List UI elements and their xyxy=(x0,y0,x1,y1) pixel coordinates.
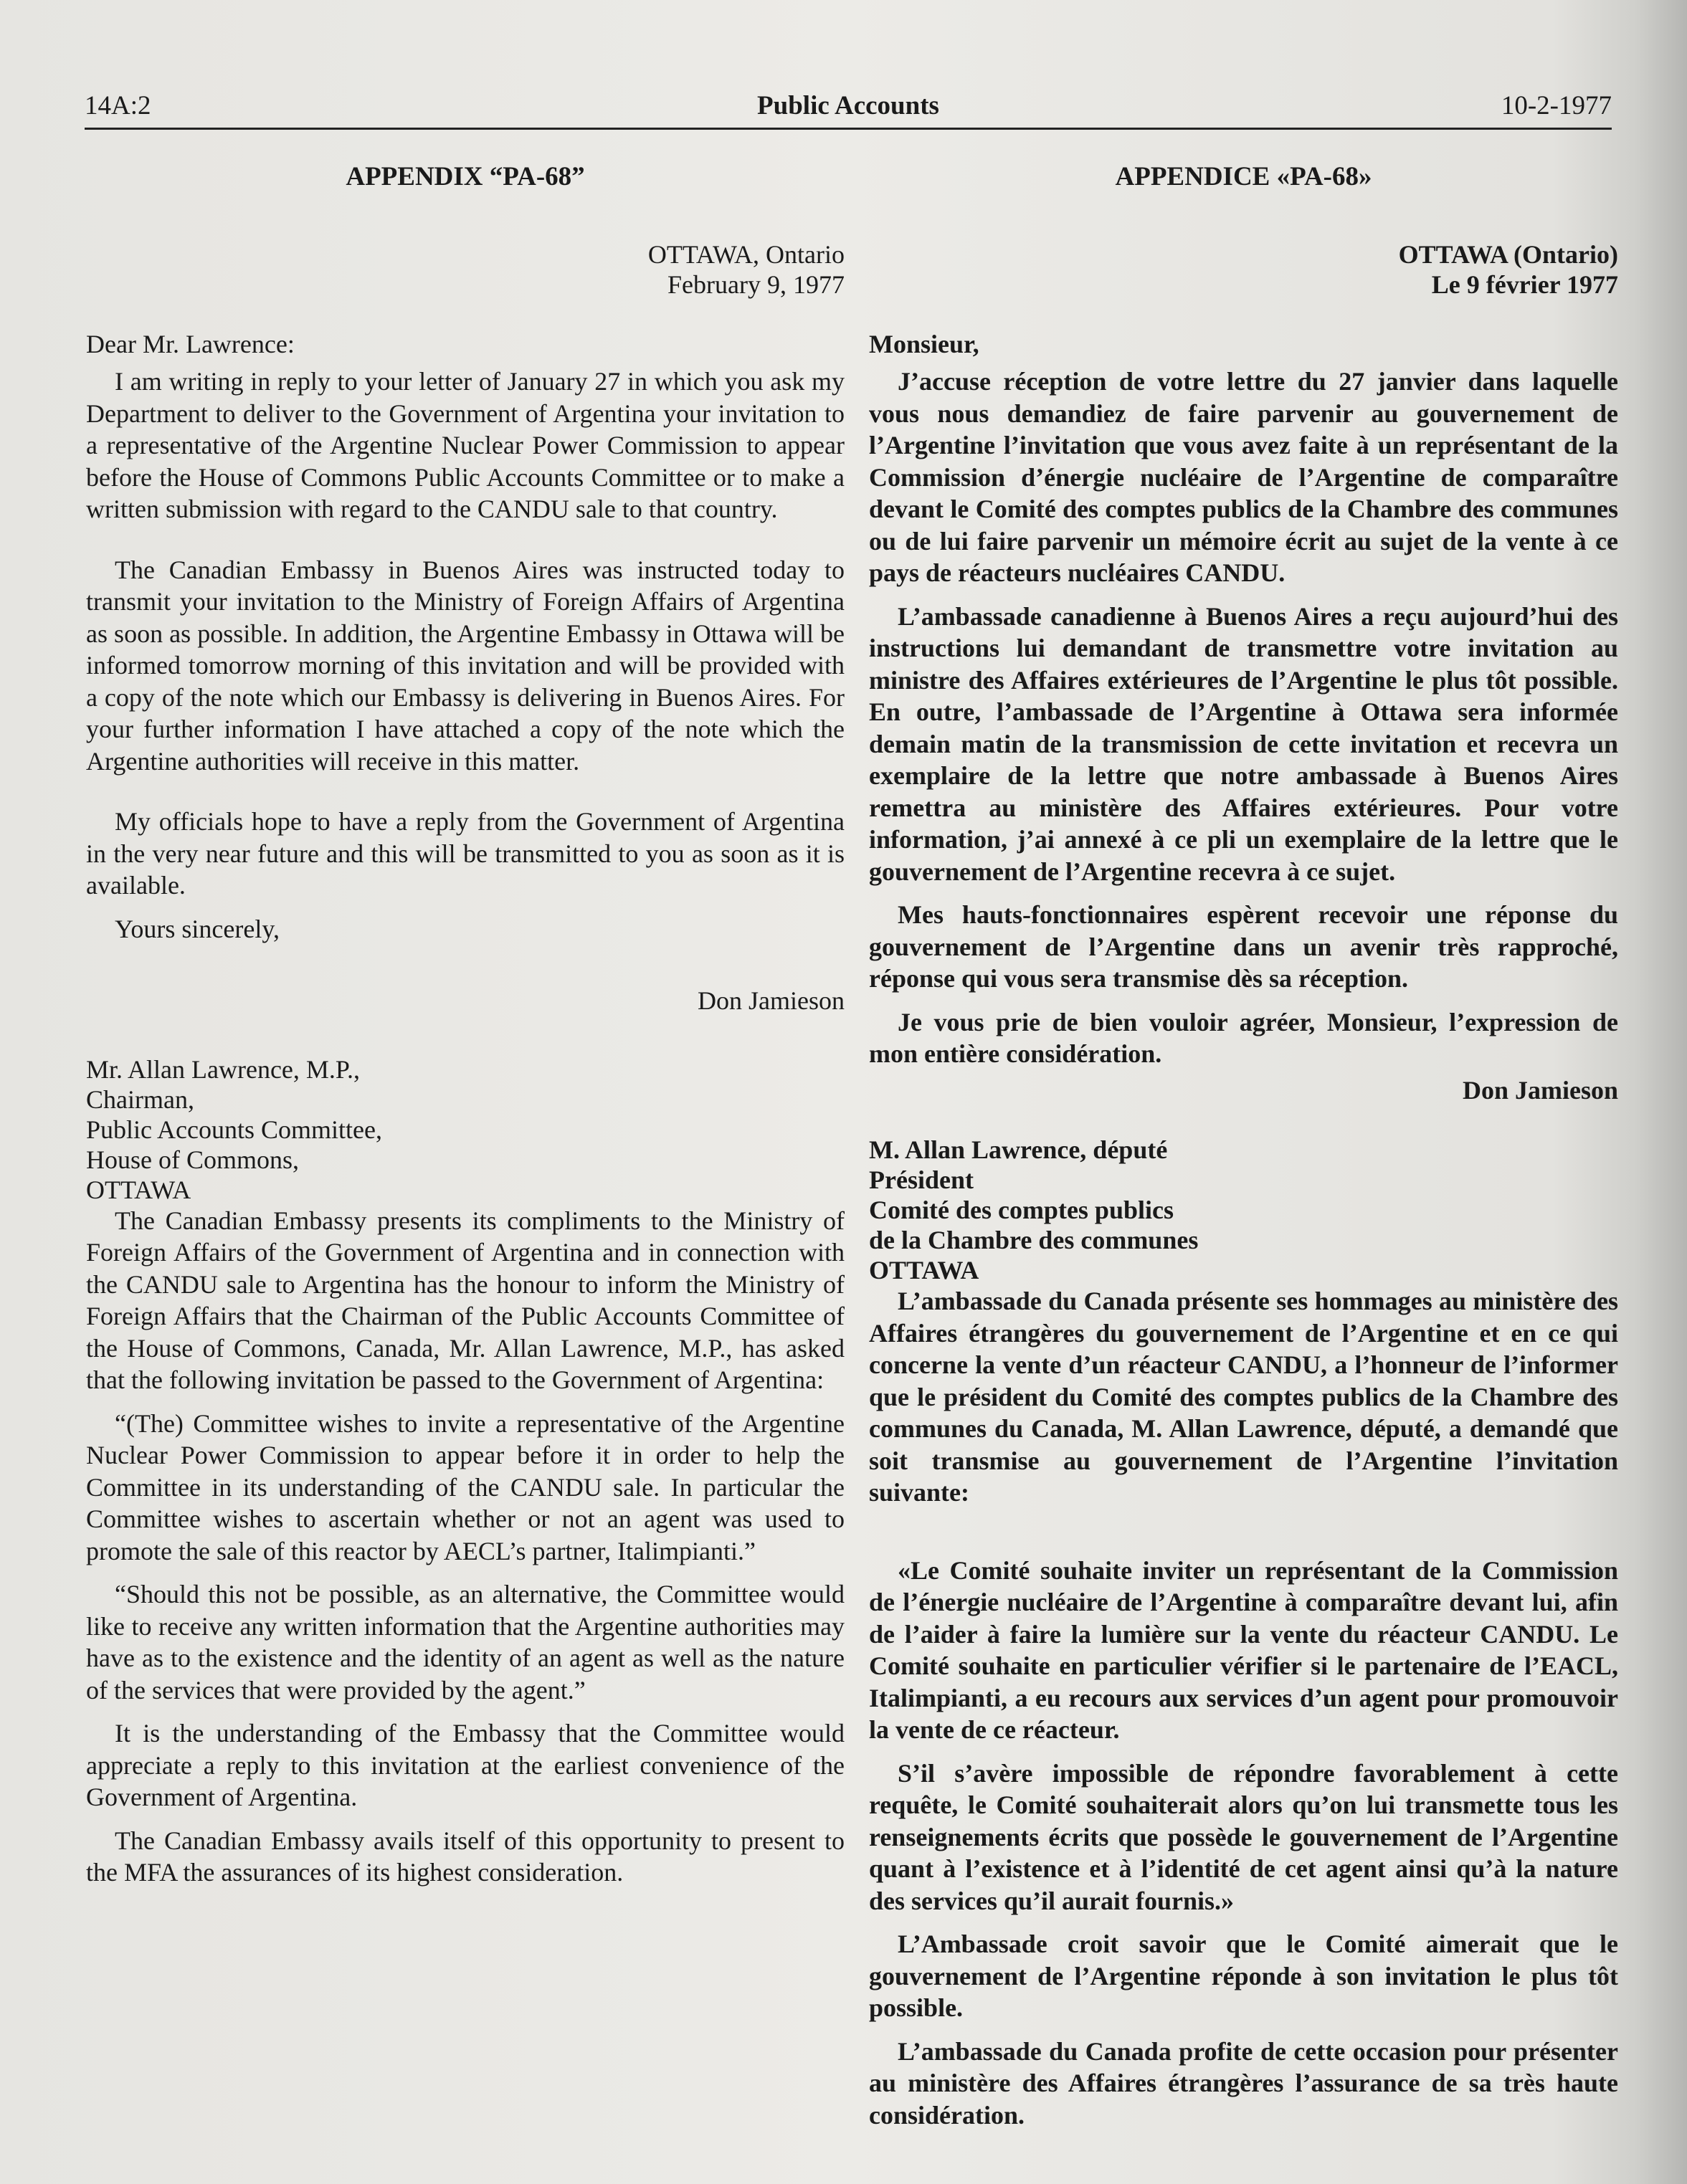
paragraph-fr-4: L’ambassade du Canada présente ses hommages au ministère des Affaires étrangères du gouvernement de l’Argentine et en ce qui concerne la vente d’un réacteur CANDU, a l’honneur de l’informer que le président du Comité des comptes publics de la Chambre des communes du Canada, M. Allan Lawrence, député, a demandé que soit transmise au gouvernement de l’Argentine l’invitation suivante: xyxy=(869,1287,1618,1507)
address-line-en-3: Public Accounts Committee, xyxy=(86,1115,382,1144)
salutation-fr: Monsieur, xyxy=(869,329,979,358)
paragraph-en-5: “(The) Committee wishes to invite a representative of the Argentine Nuclear Power Commission to appear before it in order to help the Committee in its understanding of the CANDU sale. In particular the Committee wishes to ascertain whether or not an agent was used to promote the sale of this reactor by AECL’s partner, Italimpianti.” xyxy=(86,1408,845,1565)
english-column xyxy=(86,161,845,1889)
address-line-fr-5: OTTAWA xyxy=(869,1256,979,1284)
paragraph-en-7: It is the understanding of the Embassy that the Committee would appreciate a reply to this invitation at the earliest convenience of the Government of Argentina. xyxy=(86,1719,845,1811)
letter-place-en: OTTAWA, Ontario xyxy=(647,239,845,269)
appendix-title-en: APPENDIX “PA-68” xyxy=(346,162,585,191)
address-line-fr-3: Comité des comptes publics xyxy=(869,1196,1174,1224)
address-line-fr-4: de la Chambre des communes xyxy=(869,1226,1199,1254)
paragraph-en-6: “Should this not be possible, as an alternative, the Committee would like to receive any written information that the Argentine authorities may have as to the existence and the identity of an agent as well as the nature of the services that were provided by the agent.” xyxy=(86,1580,845,1704)
signature-en: Don Jamieson xyxy=(698,986,845,1015)
address-line-en-4: House of Commons, xyxy=(86,1145,299,1174)
address-line-en-1: Mr. Allan Lawrence, M.P., xyxy=(86,1054,360,1084)
paragraph-fr-3: Mes hauts-fonctionnaires espèrent recevoir une réponse du gouvernement de l’Argentine dans un avenir très rapproché, réponse qui vous sera transmise dès sa réception. xyxy=(869,900,1618,993)
french-column xyxy=(869,161,1618,2131)
paragraph-fr-7: L’Ambassade croit savoir que le Comité aimerait que le gouvernement de l’Argentine réponde à son invitation le plus tôt possible. xyxy=(869,1930,1618,2022)
letter-date-en: February 9, 1977 xyxy=(667,270,845,299)
closing-en: Yours sincerely, xyxy=(115,914,280,943)
address-line-en-2: Chairman, xyxy=(86,1084,194,1114)
signature-fr: Don Jamieson xyxy=(1462,1075,1618,1105)
paragraph-fr-6: S’il s’avère impossible de répondre favorablement à cette requête, le Comité souhaiterait alors qu’on lui transmette tous les renseignements écrits que possède le gouvernement de l’Argentine quant à l’existence et à l’identité de cet agent ainsi qu’à la nature des services qu’il aurait fournis.» xyxy=(869,1758,1618,1915)
paragraph-fr-2: L’ambassade canadienne à Buenos Aires a reçu aujourd’hui des instructions lui demandant de transmettre votre invitation au ministre des Affaires extérieures de l’Argentine le plus tôt possible. En outre, l’ambassade de l’Argentine à Ottawa sera informée demain matin de la transmission de cette invitation et recevra un exemplaire de la lettre que notre ambassade à Buenos Aires remettra au ministère des Affaires extérieures. Pour votre information, j’ai annexé à ce pli un exemplaire de la lettre que le gouvernement de l’Argentine recevra à ce sujet. xyxy=(869,601,1618,886)
paragraph-fr-8: L’ambassade du Canada profite de cette occasion pour présenter au ministère des Affaires étrangères l’assurance de sa très haute considération. xyxy=(869,2036,1618,2130)
paragraph-fr-1: J’accuse réception de votre lettre du 27 janvier dans laquelle vous nous demandiez de faire parvenir au gouvernement de l’Argentine l’invitation que vous avez faite à un représentant de la Commission d’énergie nucléaire de l’Argentine de comparaître devant le Comité des comptes publics de la Chambre des communes ou de lui faire parvenir un mémoire écrit au sujet de la vente à ce pays de réacteurs nucléaires CANDU. xyxy=(869,367,1618,587)
salutation-en: Dear Mr. Lawrence: xyxy=(86,329,295,358)
address-line-fr-1: M. Allan Lawrence, député xyxy=(869,1135,1168,1164)
running-title: Public Accounts xyxy=(757,91,939,120)
paragraph-fr-5: «Le Comité souhaite inviter un représentant de la Commission de l’énergie nucléaire de l’Argentine à comparaître devant lui, afin de l’aider à faire la lumière sur la vente du réacteur CANDU. Le Comité souhaite en particulier vérifier si le partenaire de l’EACL, Italimpianti, a eu recours aux services d’un agent pour promouvoir la vente de ce réacteur. xyxy=(869,1555,1618,1744)
closing-fr: Je vous prie de bien vouloir agréer, Monsieur, l’expression de mon entière considération. xyxy=(869,1007,1618,1068)
paragraph-en-1: I am writing in reply to your letter of January 27 in which you ask my Department to deliver to the Government of Argentina your invitation to a representative of the Argentine Nuclear Power Commission to appear before the House of Commons Public Accounts Committee or to make a written submission with regard to the CANDU sale to that country. xyxy=(86,367,845,523)
appendix-title-fr: APPENDICE «PA-68» xyxy=(1115,162,1372,191)
paragraph-en-2: The Canadian Embassy in Buenos Aires was instructed today to transmit your invitation to the Ministry of Foreign Affairs of Argentina as soon as possible. In addition, the Argentine Embassy in Ottawa will be informed tomorrow morning of this invitation and will be provided with a copy of the note which our Embassy is delivering in Buenos Aires. For your further information I have attached a copy of the note which the Argentine authorities will receive in this matter. xyxy=(86,555,845,776)
page-number: 14A:2 xyxy=(85,91,151,120)
paragraph-en-8: The Canadian Embassy avails itself of this opportunity to present to the MFA the assurances of its highest consideration. xyxy=(86,1826,845,1887)
letter-date-fr: Le 9 février 1977 xyxy=(1431,270,1618,299)
letter-place-fr: OTTAWA (Ontario) xyxy=(1398,239,1618,269)
page-header xyxy=(85,85,1612,130)
paragraph-en-4: The Canadian Embassy presents its compliments to the Ministry of Foreign Affairs of the Government of Argentina and in connection with the CANDU sale to Argentina has the honour to inform the Ministry of Foreign Affairs that the Chairman of the Public Accounts Committee of the House of Commons, Canada, Mr. Allan Lawrence, M.P., has asked that the following invitation be passed to the Government of Argentina: xyxy=(86,1206,845,1394)
header-date: 10-2-1977 xyxy=(1501,91,1612,120)
address-line-en-5: OTTAWA xyxy=(86,1175,191,1204)
address-line-fr-2: Président xyxy=(869,1165,974,1194)
paragraph-en-3: My officials hope to have a reply from the Government of Argentina in the very near future and this will be transmitted to you as soon as it is available. xyxy=(86,807,845,900)
